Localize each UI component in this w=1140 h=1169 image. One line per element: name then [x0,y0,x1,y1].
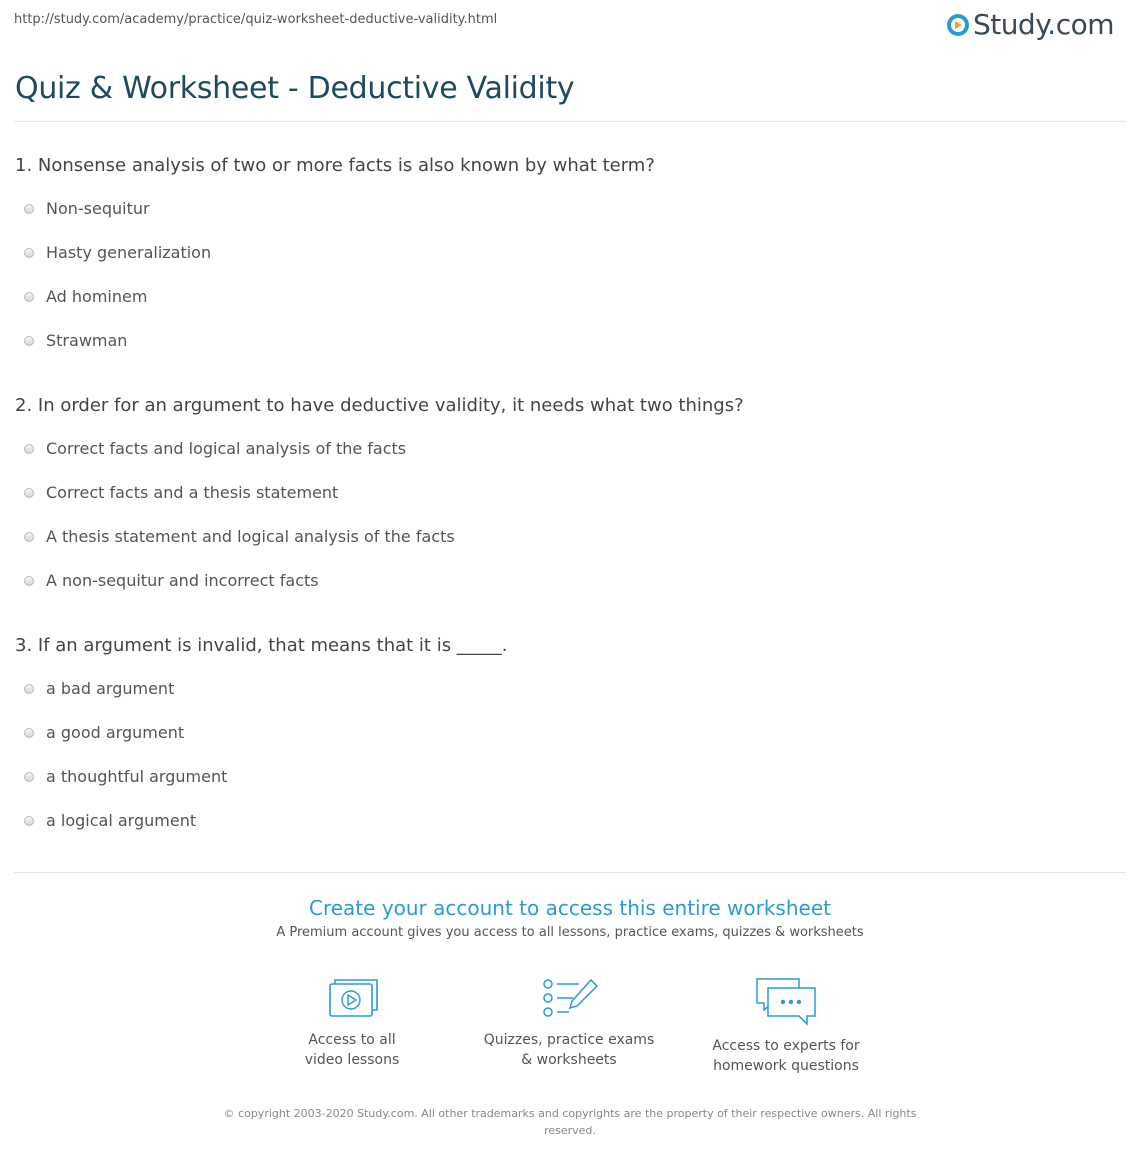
radio-button[interactable] [24,336,34,346]
radio-button[interactable] [24,684,34,694]
question-2: 2. In order for an argument to have deductive validity, it needs what two things? [15,395,744,416]
answer-option[interactable] [24,439,406,458]
radio-button[interactable] [24,772,34,782]
feature-line: Access to experts for [712,1038,860,1054]
answer-label: A non-sequitur and incorrect facts [46,571,319,590]
question-1: 1. Nonsense analysis of two or more facts is also known by what term? [15,155,655,176]
answer-option[interactable] [24,811,196,830]
radio-button[interactable] [24,248,34,258]
feature-line: video lessons [304,1052,400,1068]
answer-option[interactable] [24,287,147,306]
answer-label: a logical argument [46,811,197,830]
feature-video-lessons [257,976,447,1070]
question-3: 3. If an argument is invalid, that means that it is _____. [15,635,508,656]
feature-line: & worksheets [521,1052,617,1068]
answer-option[interactable] [24,571,319,590]
answer-label: a bad argument [46,679,175,698]
radio-button[interactable] [24,816,34,826]
cta-divider [14,872,1126,873]
video-lessons-icon [325,976,379,1022]
answer-label: Ad hominem [46,287,148,306]
answer-label: Non-sequitur [46,199,150,218]
answer-label: a good argument [46,723,185,742]
radio-button[interactable] [24,488,34,498]
answer-option[interactable] [24,767,227,786]
radio-button[interactable] [24,204,34,214]
answer-option[interactable] [24,331,127,350]
answer-label: Strawman [46,331,128,350]
answer-label: Correct facts and a thesis statement [46,483,339,502]
answer-label: Hasty generalization [46,243,212,262]
answer-label: Correct facts and logical analysis of the facts [46,439,407,458]
answer-option[interactable] [24,527,455,546]
study-logo[interactable] [947,8,1114,41]
logo-text: Study.com [972,8,1114,41]
logo-play-icon [947,14,969,36]
answer-option[interactable] [24,723,184,742]
answer-label: a thoughtful argument [46,767,228,786]
page-title: Quiz & Worksheet - Deductive Validity [15,71,575,106]
quiz-checklist-icon [539,976,599,1022]
title-divider [14,121,1126,122]
radio-button[interactable] [24,292,34,302]
feature-line: homework questions [713,1058,859,1074]
answer-option[interactable] [24,679,174,698]
feature-quizzes [474,976,664,1070]
feature-line: Quizzes, practice exams [483,1032,655,1048]
feature-experts [691,976,881,1076]
answer-option[interactable] [24,483,338,502]
answer-option[interactable] [24,199,150,218]
cta-subtitle: A Premium account gives you access to all lessons, practice exams, quizzes & worksheets [276,925,864,940]
copyright-notice: © copyright 2003-2020 Study.com. All other trademarks and copyrights are the property of their respective owners. All rights reserved. [223,1107,917,1137]
radio-button[interactable] [24,576,34,586]
answer-label: A thesis statement and logical analysis of the facts [46,527,455,546]
feature-line: Access to all [308,1032,396,1048]
radio-button[interactable] [24,532,34,542]
chat-bubbles-icon [754,976,818,1028]
page-url: http://study.com/academy/practice/quiz-worksheet-deductive-validity.html [14,12,498,27]
answer-option[interactable] [24,243,211,262]
create-account-link[interactable]: Create your account to access this entire worksheet [309,896,831,920]
radio-button[interactable] [24,728,34,738]
radio-button[interactable] [24,444,34,454]
